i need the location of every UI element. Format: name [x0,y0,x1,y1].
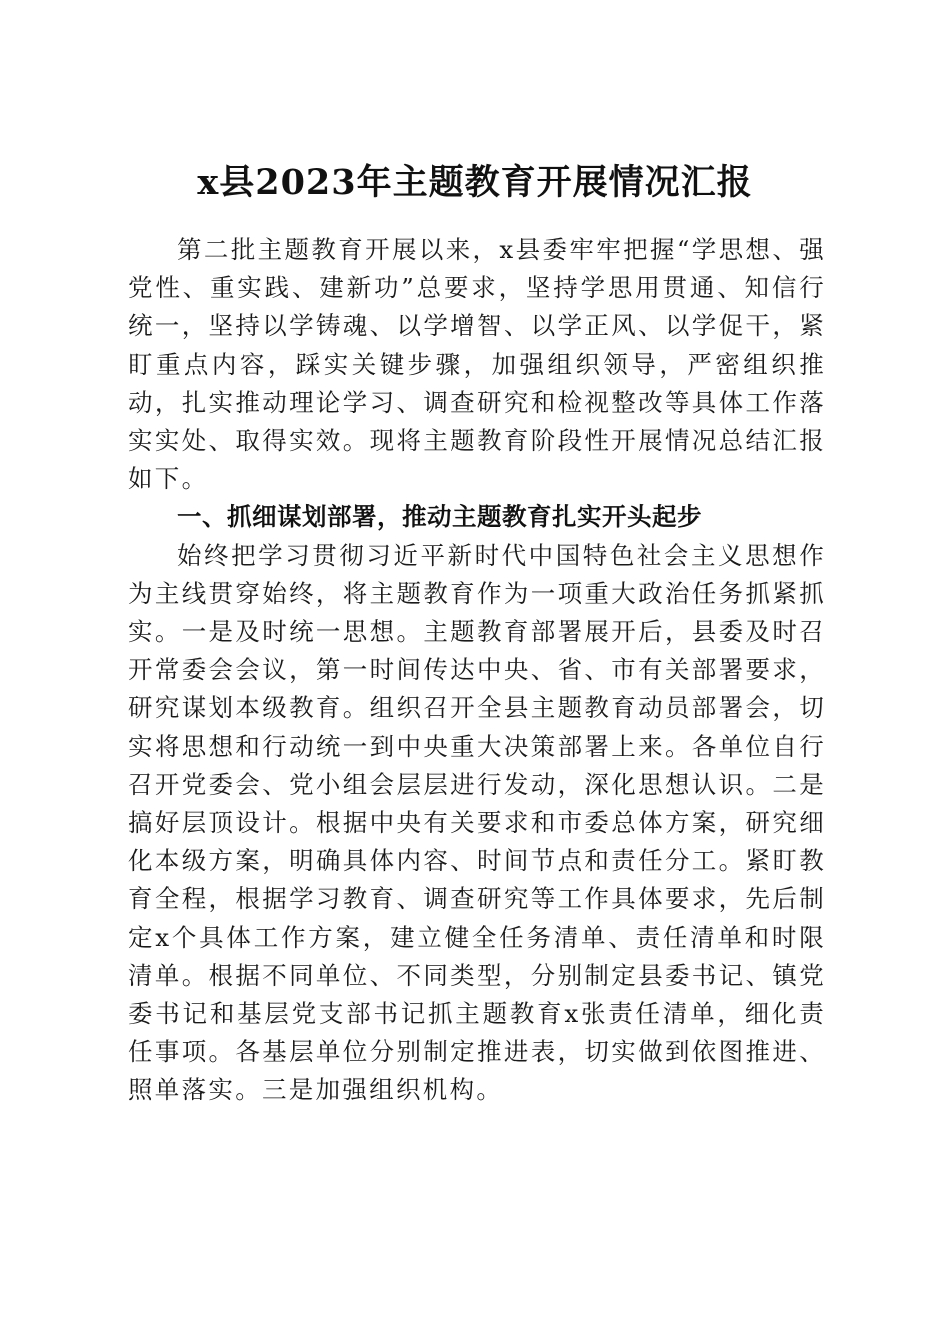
section-heading-1: 一、抓细谋划部署，推动主题教育扎实开头起步 [177,502,702,532]
section-1-paragraph: 始终把学习贯彻习近平新时代中国特色社会主义思想作为主线贯穿始终，将主题教育作为一项重大政治任务抓紧抓实。一是及时统一思想。主题教育部署展开后，县委及时召开常委会会议，第一时间传达中央、省、市有关部署要求，研究谋划本级教育。组织召开全县主题教育动员部署会，切实将思想和行动统一到中央重大决策部署上来。各单位自行召开党委会、党小组会层层进行发动，深化思想认识。二是搞好层顶设计。根据中央有关要求和市委总体方案，研究细化本级方案，明确具体内容、时间节点和责任分工。紧盯教育全程，根据学习教育、调查研究等工作具体要求，先后制定x个具体工作方案，建立健全任务清单、责任清单和时限清单。根据不同单位、不同类型，分别制定县委书记、镇党委书记和基层党支部书记抓主题教育x张责任清单，细化责任事项。各基层单位分别制定推进表，切实做到依图推进、照单落实。三是加强组织机构。 [128,540,826,1105]
document-title: x县2023年主题教育开展情况汇报 [197,162,753,204]
document-body [128,231,826,1110]
intro-paragraph: 第二批主题教育开展以来，x县委牢牢把握“学思想、强党性、重实践、建新功”总要求，坚持学思用贯通、知信行统一，坚持以学铸魂、以学增智、以学正风、以学促干，紧盯重点内容，踩实关键步骤，加强组织领导，严密组织推动，扎实推动理论学习、调查研究和检视整改等具体工作落实实处、取得实效。现将主题教育阶段性开展情况总结汇报如下。 [128,235,826,494]
